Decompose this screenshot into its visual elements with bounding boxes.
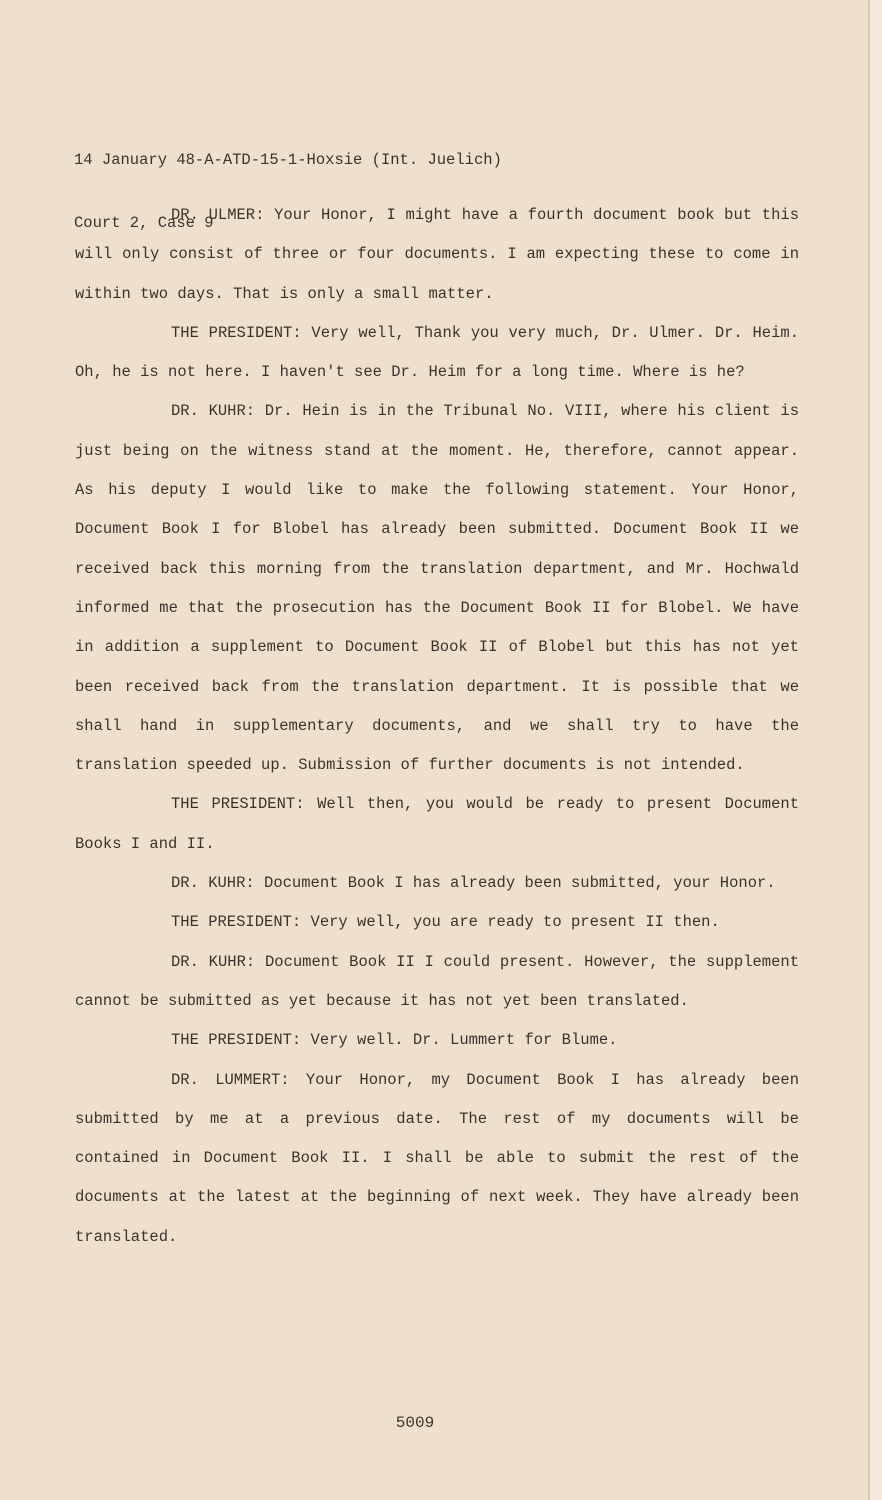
paragraph-kuhr-3: DR. KUHR: Document Book II I could present. However, the supplement cannot be submitted as yet because it has not yet been translated. bbox=[75, 952, 799, 1010]
paragraph-kuhr-2: DR. KUHR: Document Book I has already been submitted, your Honor. bbox=[171, 874, 776, 893]
paragraph-kuhr-1: DR. KUHR: Dr. Hein is in the Tribunal No. VIII, where his client is just being on the witness stand at the moment. He, therefore, cannot appear. As his deputy I would like to make the following statement. Your Honor, Document Book I for Blobel has already been submitted. Document Book II we received back this morning from the translation department, and Mr. Hochwald informed me that the prosecution has the Document Book II for Blobel. We have in addition a supplement to Document Book II of Blobel but this has not yet been received back from the translation department. It is possible that we shall hand in supplementary documents, and we shall try to have the translation speeded up. Submission of further documents is not intended. bbox=[75, 402, 799, 775]
header-line-date-reference: 14 January 48-A-ATD-15-1-Hoxsie (Int. Juelich) bbox=[74, 151, 502, 169]
paragraph-ulmer-1: DR. ULMER: Your Honor, I might have a fourth document book but this will only consist of three or four documents. I am expecting these to come in within two days. That is only a small matter. bbox=[75, 206, 799, 303]
paragraph-president-1: THE PRESIDENT: Very well, Thank you very much, Dr. Ulmer. Dr. Heim. Oh, he is not here. I haven't see Dr. Heim for a long time. Where is he? bbox=[75, 323, 799, 382]
paragraph-president-2: THE PRESIDENT: Well then, you would be ready to present Document Books I and II. bbox=[75, 795, 799, 853]
page-edge bbox=[870, 0, 882, 1500]
header-line-court-case: Court 2, Case 9 bbox=[74, 214, 214, 232]
paragraph-lummert-1: DR. LUMMERT: Your Honor, my Document Book I has already been submitted by me at a previous date. The rest of my documents will be contained in Document Book II. I shall be able to submit the rest of the documents at the latest at the beginning of next week. They have already been translated. bbox=[75, 1070, 799, 1246]
transcript-body bbox=[75, 196, 799, 1257]
paragraph-president-4: THE PRESIDENT: Very well. Dr. Lummert for Blume. bbox=[171, 1031, 618, 1050]
page-number: 5009 bbox=[395, 1414, 435, 1432]
paragraph-president-3: THE PRESIDENT: Very well, you are ready to present II then. bbox=[171, 913, 720, 932]
